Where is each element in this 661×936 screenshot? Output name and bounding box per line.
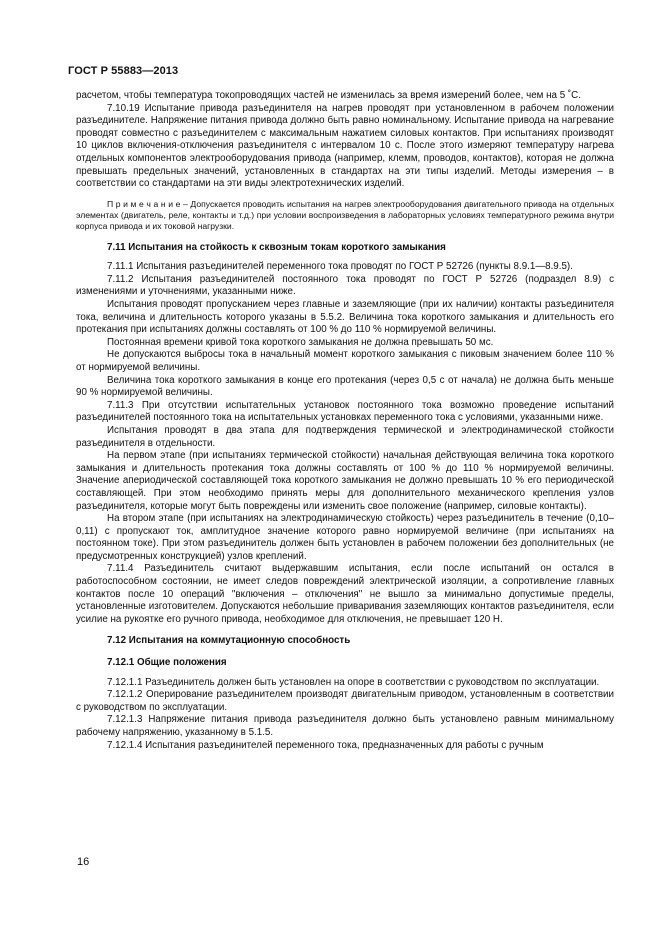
paragraph: 7.12.1.4 Испытания разъединителей переменного тока, предназначенных для работы с ручным: [107, 739, 544, 751]
paragraph: На втором этапе (при испытаниях на электродинамическую стойкость) через разъединитель в течение (0,10–0,11) с пропускают ток, амплитудное значение которого равно нормируемой величине (при испытаниях на постоянном токе). При этом разъединитель должен быть установлен в рабочем положении без дополнительных (не предусмотренных конструкцией) узлов креплений.: [76, 513, 614, 562]
paragraph: 7.11.1 Испытания разъединителей переменного тока проводят по ГОСТ Р 52726 (пункты 8.9.1—8.9.5).: [107, 261, 573, 273]
note-text: – Допускается проводить испытания на нагрев электрооборудования двигательного привода на отдельных элементах (двигатель, реле, контакты и т.д.) при условии воспроизведения в лабораторных условиях температурного режима внутри корпуса привода и их токовой нагрузки.: [76, 198, 615, 232]
section-heading: 7.11 Испытания на стойкость к сквозным токам короткого замыкания: [107, 241, 446, 253]
note-label: П р и м е ч а н и е: [107, 198, 181, 209]
paragraph: Величина тока короткого замыкания в конце его протекания (через 0,5 с от начала) не должна быть меньше 90 % нормируемой величины.: [76, 374, 614, 399]
paragraph: 7.11.4 Разъединитель считают выдержавшим испытания, если после испытаний он остался в работоспособном состоянии, не имеет следов повреждений электрической изоляции, а сопротивление главных контактов после 10 операций "включения – отключения" не вышло за минимально допустимые пределы, установленные изготовителем. Допускаются небольшие приваривания заземляющих контактов разъединителя, если усилие на рукоятке его ручного привода, необходимое для отключения, не превышает 120 Н.: [76, 563, 614, 625]
paragraph: 7.11.2 Испытания разъединителей постоянного тока проводят по ГОСТ Р 52726 (подраздел 8.9) с изменениями и уточнениями, указанными ниже.: [76, 273, 614, 298]
page-number: 16: [77, 856, 90, 868]
paragraph: 7.11.3 При отсутствии испытательных установок постоянного тока возможно проведение испытаний разъединителей постоянного тока на испытательных установках переменного тока с условиями, указанными ниже.: [76, 399, 614, 424]
paragraph: 7.12.1.1 Разъединитель должен быть установлен на опоре в соответствии с руководством по эксплуатации.: [107, 676, 600, 688]
paragraph: Постоянная времени кривой тока короткого замыкания не должна превышать 50 мс.: [107, 336, 494, 348]
paragraph: 7.10.19 Испытание привода разъединителя на нагрев проводят при установленном в рабочем положении разъединителе. Напряжение питания привода должно быть равно номинальному. Испытание привода на нагревание проводят совместно с разъединителем с максимальным нажатием силовых контактов. При испытаниях производят 10 циклов включения-отключения разъединителя с интервалом 10 с. После этого измеряют температуру нагрева отдельных компонентов электрооборудования привода (например, клемм, проводов, контактов), которая не должна превышать предельных значений, установленных в стандартах на эти типы изделий. Методы измерения – в соответствии со стандартами на эти виды электротехнических изделий.: [76, 102, 614, 190]
paragraph: На первом этапе (при испытаниях термической стойкости) начальная действующая величина тока короткого замыкания и длительность протекания тока должны составлять от 100 % до 110 % нормируемой величины. Значение апериодической составляющей тока короткого замыкания не должно превышать 10 % его периодической составляющей. При этом необходимо принять меры для дополнительного механического крепления узлов разъединителя, которые могут быть повреждены или изменить свое положение (например, силовые контакты).: [76, 450, 614, 512]
section-heading: 7.12.1 Общие положения: [107, 657, 227, 669]
paragraph: расчетом, чтобы температура токопроводящих частей не изменилась за время измерений более, чем на 5 ˚С.: [76, 90, 581, 101]
document-body: [76, 90, 614, 752]
paragraph: 7.12.1.3 Напряжение питания привода разъединителя должно быть установлено равным минимальному рабочему напряжению, указанному в 5.1.5.: [76, 714, 614, 739]
document-header: ГОСТ Р 55883—2013: [68, 65, 179, 77]
note-paragraph: [76, 199, 614, 233]
paragraph: Не допускаются выбросы тока в начальный момент короткого замыкания с пиковым значением более 110 % от нормируемой величины.: [76, 349, 614, 373]
paragraph: Испытания проводят пропусканием через главные и заземляющие (при их наличии) контакты разъединителя тока, величина и длительность которого указаны в 5.5.2. Величина тока короткого замыкания и длительность его протекания при испытаниях должны составлять от 100 % до 110 % нормируемой величины.: [76, 299, 614, 336]
paragraph: 7.12.1.2 Оперирование разъединителем производят двигательным приводом, установленным в соответствии с руководством по эксплуатации.: [76, 689, 614, 713]
paragraph: Испытания проводят в два этапа для подтверждения термической и электродинамической стойкости разъединителя в отдельности.: [76, 424, 614, 449]
section-heading: 7.12 Испытания на коммутационную способность: [107, 635, 351, 647]
